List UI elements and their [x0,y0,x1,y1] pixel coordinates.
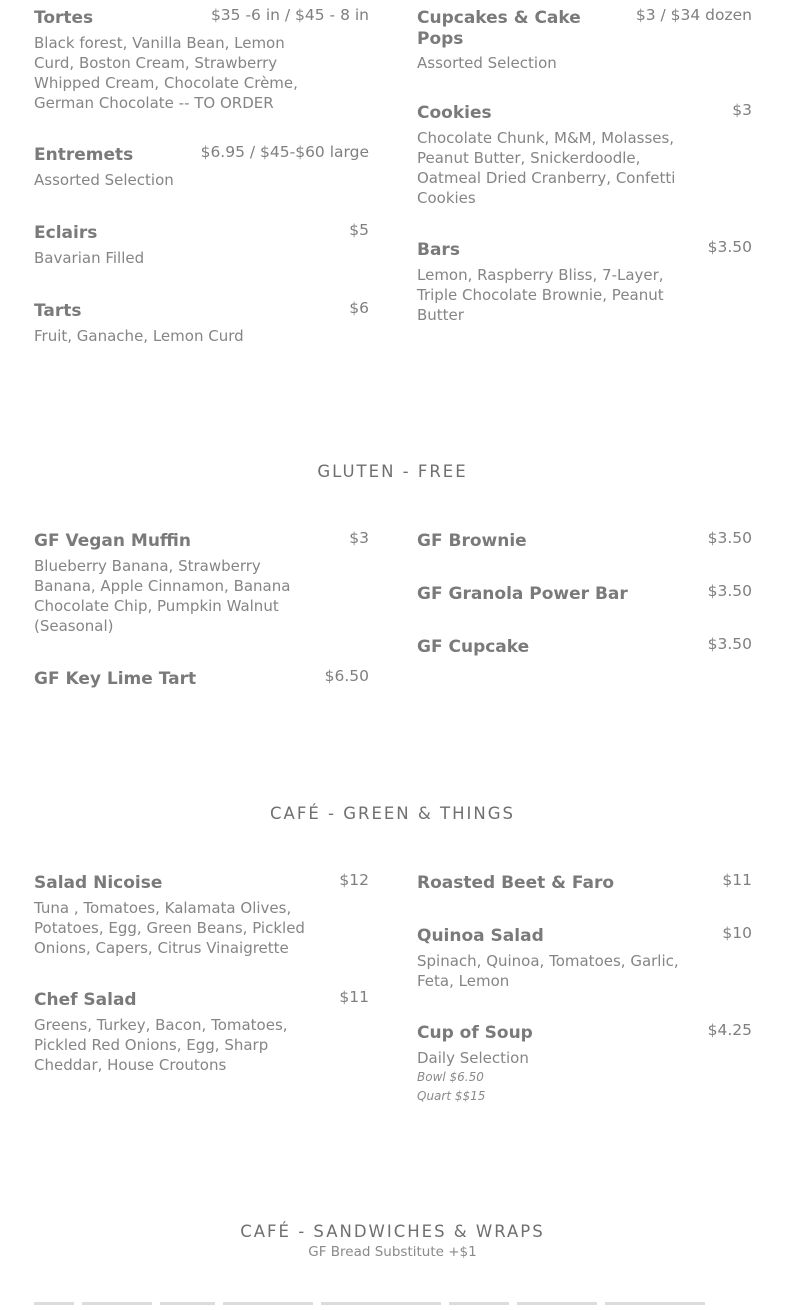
item-description: Spinach, Quinoa, Tomatoes, Garlic, Feta, Lemon [417,952,679,990]
item-name: GF Key Lime Tart [34,669,197,689]
item-name: GF Cupcake [417,637,530,657]
item-price: $10 [722,924,752,942]
menu-item-gf-vegan-muffin [34,531,369,636]
menu-item-bars [417,240,752,325]
item-description: Tuna , Tomatoes, Kalamata Olives, Potatoes, Egg, Green Beans, Pickled Onions, Capers, Citrus Vinaigrette [34,899,305,957]
menu-item-salad-nicoise [34,873,369,958]
item-description: Assorted Selection [417,54,557,72]
menu-item-gf-key-lime-tart [34,669,369,691]
menu-item-cupcakes [417,8,752,73]
pastries-left-column [34,8,369,346]
menu-item-gf-brownie [417,531,752,553]
section-title-cafe-sandwiches: CAFÉ - SANDWICHES & WRAPS [240,1222,545,1241]
menu-item-eclairs [34,223,369,268]
item-description: Lemon, Raspberry Bliss, 7-Layer, Triple Chocolate Brownie, Peanut Butter [417,266,664,324]
gluten-free-right-column [417,531,752,659]
item-price: $4.25 [707,1021,752,1039]
pastries-right-column [417,8,752,325]
item-price: $3.50 [707,635,752,653]
item-note-bowl: Bowl $6.50 [417,1070,484,1084]
item-name: Bars [417,240,460,260]
item-description: Assorted Selection [34,171,174,189]
item-price: $3 / $34 dozen [635,6,752,24]
item-price: $12 [339,871,369,889]
item-name: GF Brownie [417,531,527,551]
menu-item-cookies [417,103,752,208]
menu-item-gf-granola-power-bar [417,584,752,606]
item-price: $5 [349,221,369,239]
item-name: Cookies [417,103,492,123]
item-name: GF Vegan Muffin [34,531,191,551]
item-description: Chocolate Chunk, M&M, Molasses, Peanut Butter, Snickerdoodle, Oatmeal Dried Cranberry, Confetti Cookies [417,129,676,207]
item-name: Salad Nicoise [34,873,163,893]
section-title-cafe-green: CAFÉ - GREEN & THINGS [270,804,515,823]
item-name: Cup of Soup [417,1023,533,1043]
item-price: $3 [349,529,369,547]
gluten-free-left-column [34,531,369,691]
item-description: Greens, Turkey, Bacon, Tomatoes, Pickled Red Onions, Egg, Sharp Cheddar, House Croutons [34,1016,288,1074]
cut-off-next-row [34,1302,751,1308]
menu-item-gf-cupcake [417,637,752,659]
item-name: Entremets [34,145,134,165]
item-price: $6.95 / $45-$60 large [200,143,369,161]
item-description: Bavarian Filled [34,249,145,267]
item-name: Quinoa Salad [417,926,544,946]
menu-item-quinoa-salad [417,926,752,991]
item-name: Tortes [34,8,94,28]
item-note-quart: Quart $$15 [417,1089,486,1103]
item-name: Roasted Beet & Faro [417,873,615,893]
item-price: $3.50 [707,238,752,256]
item-name: Eclairs [34,223,98,243]
menu-item-roasted-beet-faro [417,873,752,895]
item-name: Tarts [34,301,82,321]
item-description: Fruit, Ganache, Lemon Curd [34,327,244,345]
item-price: $11 [722,871,752,889]
item-name: GF Granola Power Bar [417,584,628,604]
item-price: $3.50 [707,582,752,600]
menu-item-entremets [34,145,369,190]
item-name: Cupcakes & Cake Pops [417,8,581,49]
item-price: $3 [732,101,752,119]
item-price: $11 [339,988,369,1006]
item-description: Black forest, Vanilla Bean, Lemon Curd, Boston Cream, Strawberry Whipped Cream, Chocolate Crème, German Chocolate -- TO ORDER [34,34,298,112]
item-name: Chef Salad [34,990,137,1010]
item-price: $35 -6 in / $45 - 8 in [210,6,369,24]
item-price: $6 [349,299,369,317]
item-price: $3.50 [707,529,752,547]
item-description: Blueberry Banana, Strawberry Banana, Apple Cinnamon, Banana Chocolate Chip, Pumpkin Walnut (Seasonal) [34,557,291,635]
cafe-green-right-column [417,873,752,1106]
item-description: Daily Selection [417,1049,529,1067]
section-subtitle-gf-bread: GF Bread Substitute +$1 [308,1244,477,1260]
menu-item-tortes [34,8,369,113]
cafe-green-left-column [34,873,369,1075]
menu-item-chef-salad [34,990,369,1075]
section-title-gluten-free: GLUTEN - FREE [317,462,468,481]
menu-item-cup-of-soup [417,1023,752,1106]
item-price: $6.50 [324,667,369,685]
menu-item-tarts [34,301,369,346]
